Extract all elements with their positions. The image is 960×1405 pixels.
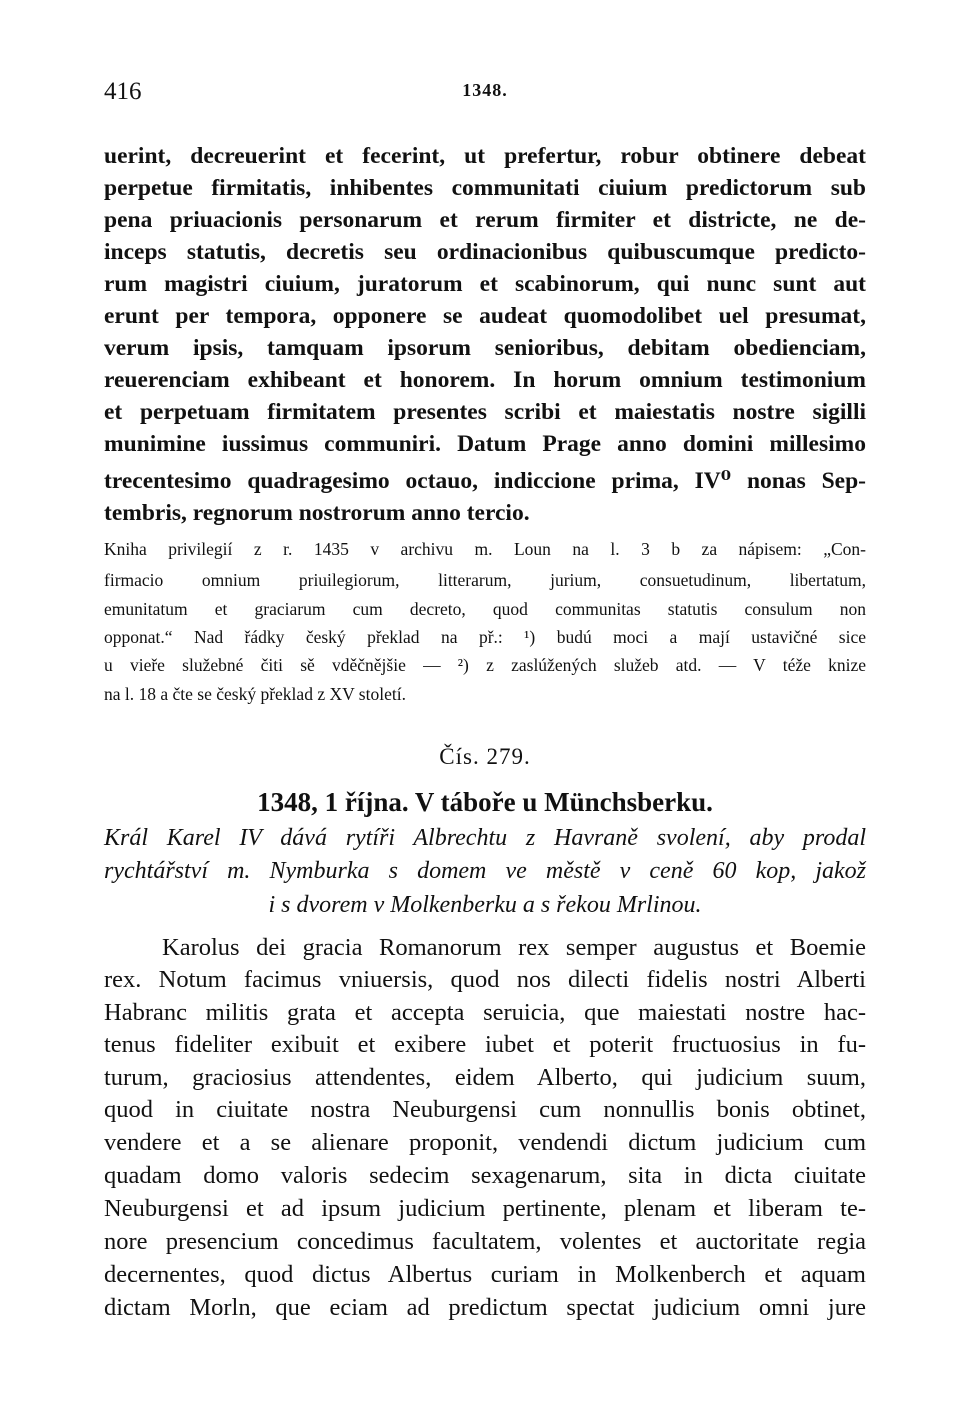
text-line: et perpetuam firmitatem presentes scribi et maiestatis nostre sigilli (104, 399, 866, 425)
text-line: Neuburgensi et ad ipsum judicium pertinente, plenam et liberam te- (104, 1195, 866, 1222)
text-line: vendere et a se alienare proponit, vendendi dictum judicium cum (104, 1129, 866, 1156)
regest-line: Král Karel IV dává rytíři Albrechtu z Havraně svolení, aby prodal (104, 825, 866, 851)
note-line: firmacio omnium priuilegiorum, litterarum, jurium, consuetudinum, libertatum, (104, 570, 866, 590)
text-line: Karolus dei gracia Romanorum rex semper augustus et Boemie (162, 934, 866, 961)
text-line: erunt per tempora, opponere se audeat quomodolibet uel presumat, (104, 303, 866, 329)
running-year: 1348. (462, 80, 508, 100)
note-line: u vieře služebné čiti sě vděčnějšie — ²) z zaslúžených služeb atd. — V téže knize (104, 655, 866, 675)
running-head (104, 74, 866, 108)
text-line: rex. Notum facimus vniuersis, quod nos dilecti fidelis nostri Alberti (104, 966, 866, 993)
text-line: tembris, regnorum nostrorum anno tercio. (104, 500, 530, 526)
text-line: uerint, decreuerint et fecerint, ut prefertur, robur obtinere debeat (104, 143, 866, 169)
text-line: quadam domo valoris sedecim sexagenarum, sita in dicta ciuitate (104, 1162, 866, 1189)
text-line: inceps statutis, decretis seu ordinacionibus quibuscumque predicto- (104, 239, 866, 265)
regest-line: rychtářství m. Nymburka s domem ve městě v ceně 60 kop, jakož (104, 858, 866, 884)
note-line: emunitatum et graciarum cum decreto, quod communitas statutis consulum non (104, 599, 866, 619)
text-line: tenus fideliter exibuit et exibere iubet et poterit fructuosius in fu- (104, 1031, 866, 1058)
text-line: Habranc militis grata et accepta seruicia, que maiestati nostre hac- (104, 999, 866, 1026)
text-line: reuerenciam exhibeant et honorem. In horum omnium testimonium (104, 367, 866, 393)
document-heading: 1348, 1 října. V táboře u Münchsberku. (257, 787, 713, 817)
text-line: decernentes, quod dictus Albertus curiam in Molkenberch et aquam (104, 1261, 866, 1288)
regest-line: i s dvorem v Molkenberku a s řekou Mrlinou. (268, 892, 702, 918)
document-number: Čís. 279. (439, 744, 531, 769)
text-line: trecentesimo quadragesimo octauo, indiccione prima, IV⁰ nonas Sep- (104, 468, 866, 494)
text-line: pena priuacionis personarum et rerum firmiter et districte, ne de- (104, 207, 866, 233)
text-line: munimine iussimus communiri. Datum Prage anno domini millesimo (104, 431, 866, 457)
text-line: dictam Morln, que eciam ad predictum spectat judicium omni jure (104, 1294, 866, 1321)
text-line: quod in ciuitate nostra Neuburgensi cum nonnullis bonis obtinet, (104, 1096, 866, 1123)
text-line: turum, graciosius attendentes, eidem Alberto, qui judicium suum, (104, 1064, 866, 1091)
text-line: perpetue firmitatis, inhibentes communitati ciuium predictorum sub (104, 175, 866, 201)
page-number: 416 (104, 78, 142, 105)
text-line: verum ipsis, tamquam ipsorum senioribus, debitam obedienciam, (104, 335, 866, 361)
note-line: na l. 18 a čte se český překlad z XV století. (104, 684, 406, 704)
text-line: nore presencium concedimus facultatem, volentes et auctoritate regia (104, 1228, 866, 1255)
text-line: rum magistri ciuium, juratorum et scabinorum, qui nunc sunt aut (104, 271, 866, 297)
book-page (104, 0, 866, 1405)
note-line: opponat.“ Nad řádky český překlad na př.: ¹) budú moci a mají ustavičné sice (104, 627, 866, 647)
note-line: Kniha privilegií z r. 1435 v archivu m. Loun na l. 3 b za nápisem: „Con- (104, 539, 866, 559)
